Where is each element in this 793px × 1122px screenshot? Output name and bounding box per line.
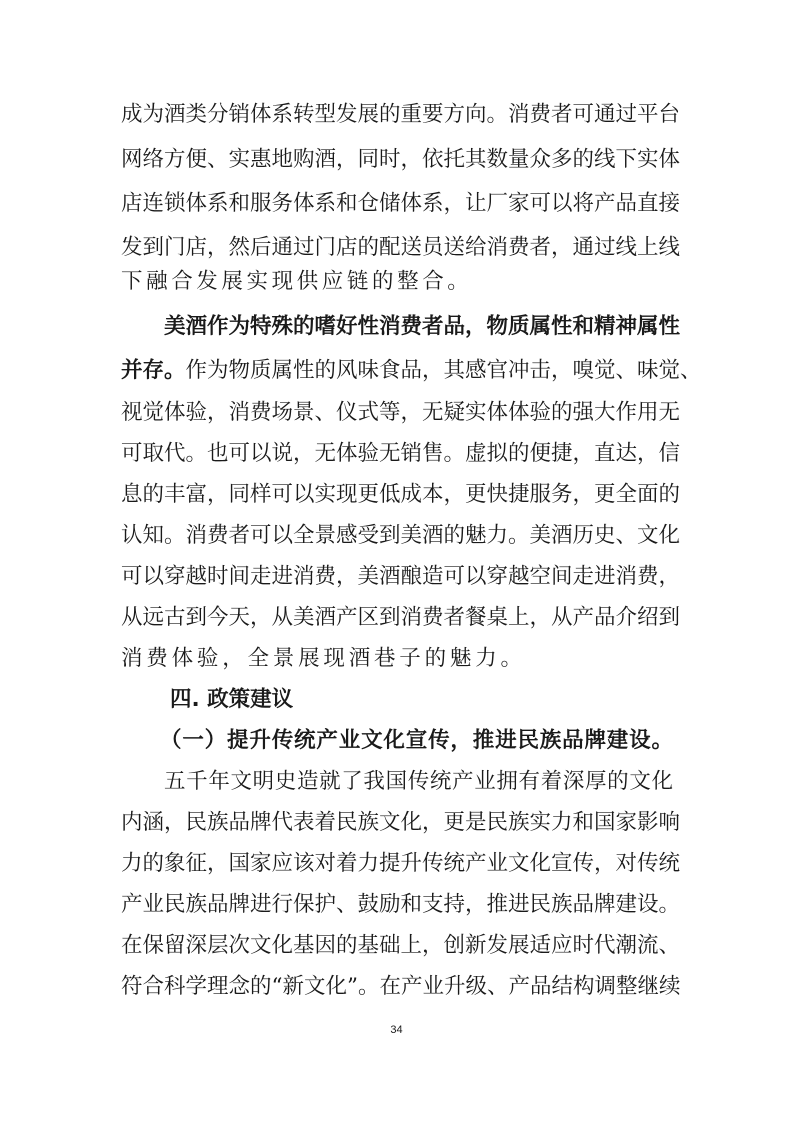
paragraph-3-line-2: 内涵，民族品牌代表着民族文化，更是民族实力和国家影响 bbox=[121, 810, 681, 835]
paragraph-2-line-2-bold: 并存。 bbox=[121, 358, 186, 383]
paragraph-2-line-8: 从远古到今天，从美酒产区到消费者餐桌上，从产品介绍到 bbox=[121, 605, 681, 630]
paragraph-2-line-3: 视觉体验，消费场景、仪式等，无疑实体体验的强大作用无 bbox=[121, 400, 681, 425]
paragraph-2-line-4: 可取代。也可以说，无体验无销售。虚拟的便捷，直达，信 bbox=[121, 441, 681, 466]
section-heading: 四. 政策建议 bbox=[170, 687, 294, 712]
paragraph-3-line-4: 产业民族品牌进行保护、鼓励和支持，推进民族品牌建设。 bbox=[121, 892, 681, 917]
paragraph-3-line-5: 在保留深层次文化基因的基础上，创新发展适应时代潮流、 bbox=[121, 933, 681, 958]
paragraph-1-line-3: 店连锁体系和服务体系和仓储体系，让厂家可以将产品直接 bbox=[121, 191, 681, 216]
paragraph-2-line-1-bold: 美酒作为特殊的嗜好性消费者品，物质属性和精神属性 bbox=[164, 314, 681, 339]
paragraph-2-line-2-rest: 作为物质属性的风味食品，其感官冲击，嗅觉、味觉、 bbox=[185, 358, 702, 383]
paragraph-2-line-7: 可以穿越时间走进消费，美酒酿造可以穿越空间走进消费， bbox=[121, 564, 681, 589]
paragraph-2-line-9: 消费体验，全景展现酒巷子的魅力。 bbox=[121, 646, 526, 671]
paragraph-1-line-4: 发到门店，然后通过门店的配送员送给消费者，通过线上线 bbox=[121, 235, 681, 260]
paragraph-3-line-6: 符合科学理念的“新文化”。在产业升级、产品结构调整继续 bbox=[121, 974, 681, 999]
paragraph-3-line-1: 五千年文明史造就了我国传统产业拥有着深厚的文化 bbox=[164, 769, 673, 794]
paragraph-1-line-5: 下融合发展实现供应链的整合。 bbox=[121, 269, 473, 294]
paragraph-3-line-3: 力的象征，国家应该对着力提升传统产业文化宣传，对传统 bbox=[121, 851, 681, 876]
paragraph-2-line-6: 认知。消费者可以全景感受到美酒的魅力。美酒历史、文化 bbox=[121, 523, 681, 548]
page-number: 34 bbox=[390, 1024, 403, 1036]
paragraph-1-line-2: 网络方便、实惠地购酒，同时，依托其数量众多的线下实体 bbox=[121, 147, 681, 172]
paragraph-1-line-1: 成为酒类分销体系转型发展的重要方向。消费者可通过平台 bbox=[121, 102, 681, 127]
subsection-heading: （一）提升传统产业文化宣传，推进民族品牌建设。 bbox=[160, 728, 673, 753]
paragraph-2-line-2 bbox=[121, 354, 702, 388]
paragraph-2-line-5: 息的丰富，同样可以实现更低成本，更快捷服务，更全面的 bbox=[121, 482, 681, 507]
